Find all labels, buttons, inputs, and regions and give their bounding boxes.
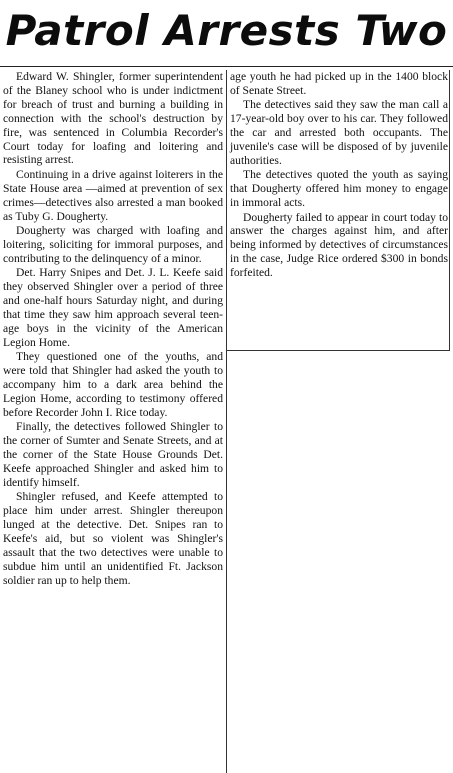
paragraph: Dougherty failed to appear in court today to answer the charges against him, and after being informed by detectives of circumstances in the case, Judge Rice ordered $300 in bonds forfeited. [230, 210, 448, 280]
headline: Patrol Arrests Two [5, 6, 448, 55]
paragraph: They questioned one of the youths, and were told that Shingler had asked the youth to accompany him to a dark area behind the Legion Home, according to testimony offered before Recorder John I. Rice today. [3, 350, 223, 419]
paragraph: The detectives quoted the youth as saying that Dougherty offered him money to engage in immoral acts. [230, 168, 448, 210]
paragraph: Edward W. Shingler, former superintendent of the Blaney school who is under indictment for breach of trust and burning a building in connection with the school's destruction by fire, was sentenced in Columbia Recorder's Court today for loafing and loitering and resisting arrest. [3, 70, 223, 167]
paragraph: age youth he had picked up in the 1400 block of Senate Street. [230, 70, 448, 97]
paragraph: The detectives said they saw the man call a 17-year-old boy over to his car. They followed the car and arrested both occupants. The juvenile's case will be disposed of by juvenile authorities. [230, 98, 448, 167]
paragraph: Dougherty was charged with loafing and loitering, soliciting for immoral purposes, and contributing to the delinquency of a minor. [3, 223, 223, 265]
column-divider [226, 70, 227, 773]
paragraph: Continuing in a drive against loiterers in the State House area —aimed at prevention of sex crimes—detectives also arrested a man booked as Tuby G. Dougherty. [3, 167, 223, 223]
left-column [3, 70, 223, 773]
paragraph: Det. Harry Snipes and Det. J. L. Keefe said they observed Shingler over a period of three and one-half hours Saturday night, and during that time they saw him approach several teen-age boys in the vicinity of the American Legion Home. [3, 266, 223, 349]
paragraph: Finally, the detectives followed Shingler to the corner of Sumter and Senate Streets, and at the corner of the State House Grounds Det. Keefe approached Shingler and asked him to identify himself. [3, 420, 223, 489]
right-column [230, 70, 448, 281]
right-column-border [449, 70, 450, 351]
right-column-bottom-rule [226, 350, 450, 351]
headline-rule [0, 66, 453, 67]
paragraph: Shingler refused, and Keefe attempted to place him under arrest. Shingler thereupon lunged at the detective. Det. Snipes ran to Keefe's aid, but so violent was Shingler's assault that the two detectives were unable to subdue him until an unidentified Ft. Jackson soldier ran up to help them. [3, 490, 223, 587]
